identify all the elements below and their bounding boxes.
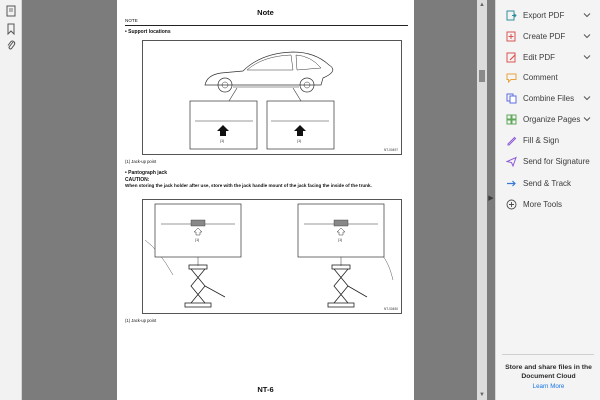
fill-sign-icon [505,134,517,146]
tool-export-pdf[interactable] [496,6,600,24]
tool-label: Send & Track [523,178,572,188]
send-for-signature-icon [505,155,517,167]
pantograph-jack-figure [142,199,402,314]
pdf-page [117,0,414,400]
attachments-icon[interactable] [4,38,18,52]
left-navigation-rail [0,0,22,400]
document-cloud-promo-text: Store and share files in the Document Cloud [505,364,592,380]
collapse-tools-pane-icon[interactable]: ▶ [488,195,494,202]
tool-more-tools[interactable] [496,195,600,213]
create-pdf-icon [505,30,517,42]
tool-comment[interactable] [496,68,600,86]
figure2-caption: (1) Jack-up point [125,318,157,323]
tool-label: Create PDF [523,31,566,41]
export-pdf-icon [505,9,517,21]
caution-text: When storing the jack holder after use, store with the jack handle mount of the jack facing the inside of the trunk. [125,183,372,188]
tool-label: Edit PDF [523,52,556,62]
note-divider [125,25,408,26]
scroll-down-icon[interactable]: ▼ [479,392,485,398]
figure2-code: NT-00450 [384,307,398,311]
page-number: NT-6 [257,385,274,394]
document-scrollbar[interactable] [477,0,487,400]
more-tools-icon [505,198,517,210]
comment-icon [505,71,517,83]
learn-more-link[interactable]: Learn More [532,383,565,390]
pantograph-jack-heading: • Pantograph jack [125,170,168,176]
send-track-icon [505,177,517,189]
tool-label: Send for Signature [523,156,590,166]
page-thumbnails-icon[interactable] [4,4,18,18]
scroll-up-icon[interactable]: ▲ [479,2,485,8]
tools-pane [495,0,600,400]
pantograph-jack-illustration [143,200,401,313]
tool-label: More Tools [523,199,562,209]
chevron-down-icon[interactable] [582,52,592,62]
tool-create-pdf[interactable] [496,27,600,45]
note-label: NOTE [125,18,138,23]
tool-label: Organize Pages [523,114,581,124]
tool-combine-files[interactable] [496,89,600,107]
chevron-down-icon[interactable] [582,31,592,41]
chevron-down-icon[interactable] [582,10,592,20]
figure1-callout: (1) [297,139,302,143]
scroll-thumb[interactable] [479,70,485,82]
combine-files-icon [505,92,517,104]
organize-pages-icon [505,113,517,125]
support-locations-figure [142,40,402,155]
tool-edit-pdf[interactable] [496,48,600,66]
tool-organize-pages[interactable] [496,110,600,128]
tool-fill-sign[interactable] [496,131,600,149]
chevron-down-icon[interactable] [582,114,592,124]
tool-send-track[interactable] [496,174,600,192]
tool-send-for-signature[interactable] [496,152,600,170]
figure1-code: NT-00497 [384,148,398,152]
edit-pdf-icon [505,51,517,63]
figure2-callout: (1) [338,238,343,242]
car-side-view-illustration [143,41,401,154]
tools-divider [502,354,594,355]
support-locations-heading: • Support locations [125,29,171,35]
document-viewer[interactable] [22,0,477,400]
figure1-caption: (1) Jack-up point [125,159,157,164]
chevron-down-icon[interactable] [582,93,592,103]
caution-label: CAUTION: [125,177,150,183]
tool-label: Comment [523,72,558,82]
figure2-callout: (1) [195,238,200,242]
bookmarks-icon[interactable] [4,22,18,36]
tool-label: Fill & Sign [523,135,560,145]
page-title: Note [257,8,274,17]
figure1-callout: (1) [220,139,225,143]
tool-label: Combine Files [523,93,575,103]
tool-label: Export PDF [523,10,565,20]
